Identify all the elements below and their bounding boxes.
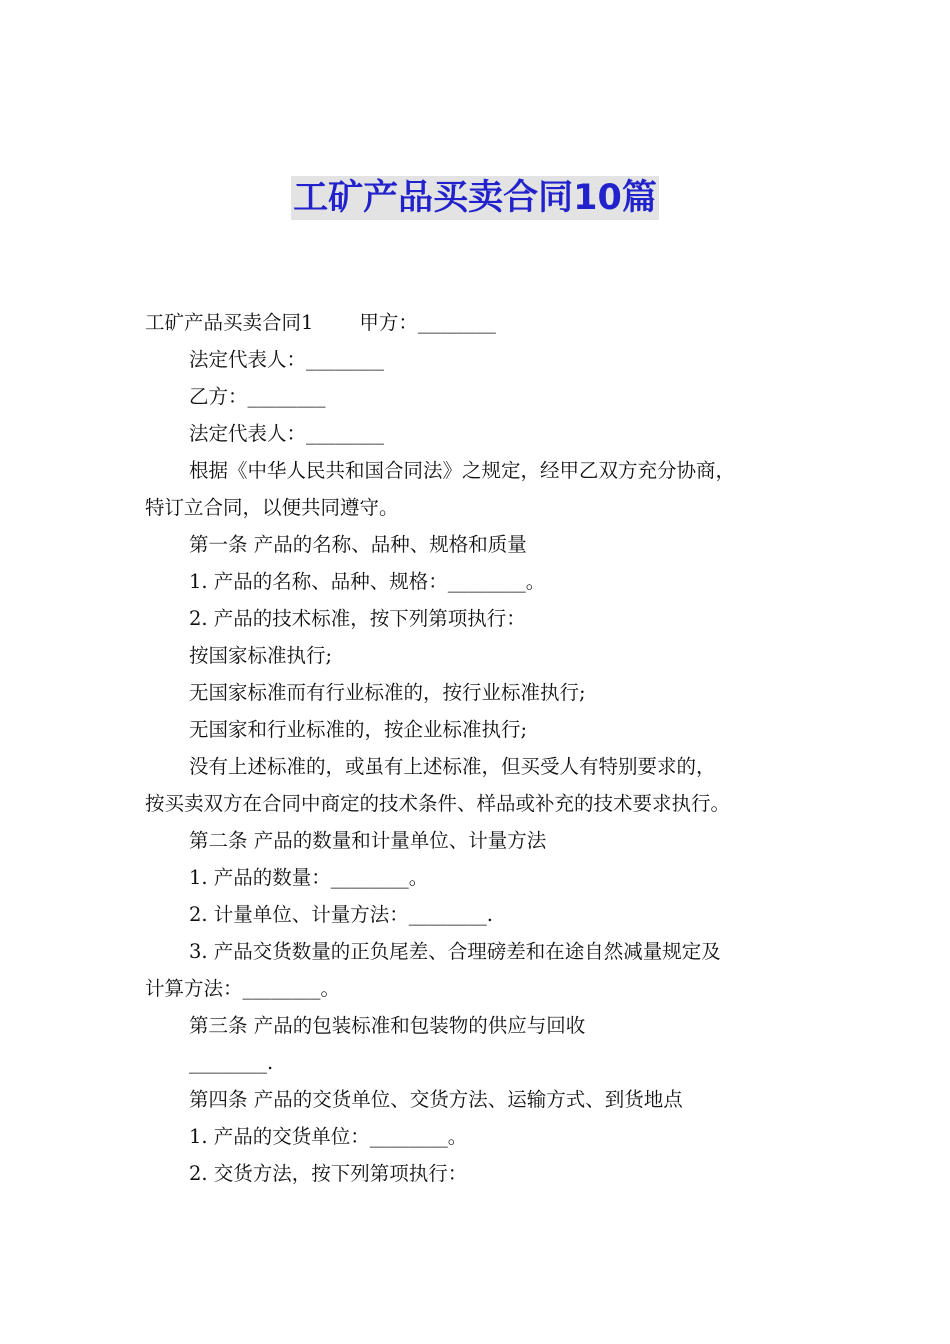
party-a-field: 甲方：________ [359,311,496,334]
article-2-item-3-line-2: 计算方法：________。 [145,977,341,1000]
standard-option-3: 无国家和行业标准的，按企业标准执行; [189,718,528,741]
preamble-line-1: 根据《中华人民共和国合同法》之规定，经甲乙双方充分协商， [189,459,736,482]
standard-option-4-line-1: 没有上述标准的，或虽有上述标准，但买受人有特别要求的， [189,755,716,778]
contract-heading: 工矿产品买卖合同1 [145,311,314,334]
article-4-item-1: 1. 产品的交货单位：________。 [189,1125,468,1148]
article-2-item-1: 1. 产品的数量：________。 [189,866,429,889]
article-3-blank: ________. [189,1051,274,1074]
article-2-item-3-line-1: 3. 产品交货数量的正负尾差、合理磅差和在途自然减量规定及 [189,940,721,963]
title-container [0,176,950,220]
article-2-heading: 第二条 产品的数量和计量单位、计量方法 [189,829,547,852]
standard-option-4-line-2: 按买卖双方在合同中商定的技术条件、样品或补充的技术要求执行。 [145,792,731,815]
party-b-field: 乙方：________ [189,385,326,408]
article-1-heading: 第一条 产品的名称、品种、规格和质量 [189,533,527,556]
first-line [145,304,825,341]
preamble-line-2: 特订立合同，以便共同遵守。 [145,496,399,519]
document-title: 工矿产品买卖合同10篇 [293,178,657,218]
document-body [145,304,825,1192]
standard-option-2: 无国家标准而有行业标准的，按行业标准执行; [189,681,586,704]
article-4-heading: 第四条 产品的交货单位、交货方法、运输方式、到货地点 [189,1088,683,1111]
standard-option-1: 按国家标准执行; [189,644,333,667]
party-b-representative: 法定代表人：________ [189,422,385,445]
article-1-item-1: 1. 产品的名称、品种、规格：________。 [189,570,546,593]
article-2-item-2: 2. 计量单位、计量方法：________. [189,903,494,926]
article-4-item-2: 2. 交货方法，按下列第项执行： [189,1162,468,1185]
article-1-item-2: 2. 产品的技术标准，按下列第项执行： [189,607,526,630]
article-3-heading: 第三条 产品的包装标准和包装物的供应与回收 [189,1014,586,1037]
party-a-representative: 法定代表人：________ [189,348,385,371]
